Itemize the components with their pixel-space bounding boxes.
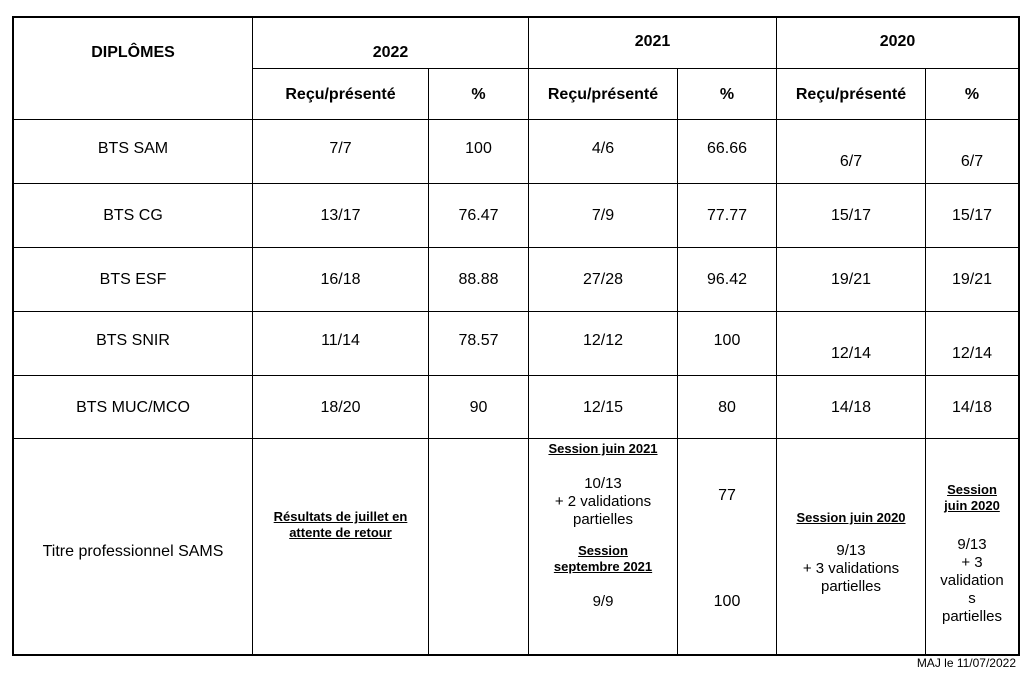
cell-pct-2022: 76.47 — [458, 207, 499, 224]
subheader-recu-2021: Reçu/présenté — [547, 85, 659, 103]
sams-2020-pct-l3: s — [968, 590, 976, 607]
session-sept-2021-a: Session — [578, 543, 628, 558]
cell-pct-2022: 90 — [469, 398, 488, 416]
cell-pct-2020: 15/17 — [951, 207, 993, 224]
subheader-pct-2022: % — [471, 85, 486, 103]
cell-recu-2021: 4/6 — [591, 140, 615, 157]
cell-recu-2020: 12/14 — [830, 345, 872, 362]
sams-2021-recu — [529, 441, 677, 611]
pending-line-2: attente de retour — [289, 525, 392, 540]
cell-recu-2022: 11/14 — [321, 332, 360, 349]
subheader-recu-2020: Reçu/présenté — [795, 85, 907, 103]
cell-recu-2022: 18/20 — [320, 398, 361, 416]
row-name-sams: Titre professionnel SAMS — [42, 543, 224, 560]
session-sept-2021-b: septembre 2021 — [553, 559, 653, 574]
cell-pct-2022: 100 — [465, 140, 492, 157]
cell-pct-2020: 12/14 — [951, 345, 993, 362]
sams-pct-2021-a: 77 — [718, 486, 736, 504]
row-name: BTS SAM — [97, 140, 169, 157]
sams-2020-valc: partielles — [820, 578, 882, 595]
cell-pct-2022: 88.88 — [458, 271, 499, 288]
session-juin-2021: Session juin 2021 — [548, 441, 658, 456]
row-name: BTS ESF — [99, 271, 167, 288]
cell-pct-2020: 6/7 — [960, 153, 984, 170]
sams-2021-val1b: + 2 validations — [554, 493, 652, 510]
sams-2020-pct-l1: + 3 — [961, 554, 983, 571]
pending-line-1: Résultats de juillet en — [273, 509, 408, 524]
cell-recu-2022: 13/17 — [320, 207, 361, 224]
sams-2020-pct-l4: partielles — [941, 608, 1003, 625]
subheader-pct-2020: % — [964, 85, 980, 103]
sams-2020-pct-l2: validation — [940, 572, 1004, 589]
cell-recu-2020: 19/21 — [830, 271, 872, 288]
cell-recu-2022: 7/7 — [329, 140, 352, 157]
cell-recu-2022: 16/18 — [320, 271, 361, 288]
sams-2020-pct — [926, 482, 1018, 626]
cell-pct-2020: 14/18 — [951, 398, 993, 416]
cell-pct-2021: 100 — [713, 332, 741, 349]
cell-pct-2021: 66.66 — [706, 140, 748, 157]
header-year-2021: 2021 — [634, 32, 671, 50]
cell-recu-2021: 12/12 — [582, 332, 624, 349]
update-date: MAJ le 11/07/2022 — [916, 656, 1016, 670]
sams-2021-val1c: partielles — [572, 511, 634, 528]
cell-pct-2021: 77.77 — [706, 207, 748, 224]
cell-pct-2022: 78.57 — [458, 332, 499, 349]
cell-recu-2021: 12/15 — [582, 398, 624, 416]
cell-pct-2021: 80 — [718, 398, 736, 416]
session-2020-a: Session — [947, 482, 997, 497]
cell-recu-2020: 6/7 — [839, 153, 863, 170]
session-juin-2020: Session juin 2020 — [796, 510, 906, 525]
sams-2020-recu — [777, 510, 925, 596]
sams-2021-val2: 9/9 — [592, 593, 614, 610]
row-name: BTS CG — [103, 207, 163, 224]
cell-pct-2020: 19/21 — [951, 271, 993, 288]
row-name: BTS SNIR — [96, 332, 170, 349]
sams-pct-2021-b: 100 — [713, 592, 741, 610]
header-year-2020: 2020 — [879, 32, 916, 50]
subheader-pct-2021: % — [719, 85, 735, 103]
cell-recu-2021: 27/28 — [582, 271, 624, 288]
header-diplomes: DIPLÔMES — [91, 44, 175, 61]
subheader-recu-2022: Reçu/présenté — [285, 85, 396, 103]
sams-2021-val1: 10/13 — [584, 475, 622, 492]
sams-2020-val: 9/13 — [836, 542, 866, 559]
session-2020-b: juin 2020 — [944, 498, 1000, 513]
sams-2020-valb: + 3 validations — [802, 560, 900, 577]
sams-2022-pending — [253, 509, 428, 541]
cell-recu-2020: 14/18 — [830, 398, 872, 416]
header-year-2022: 2022 — [372, 43, 409, 61]
sams-2020-pct-val: 9/13 — [957, 536, 987, 553]
cell-recu-2020: 15/17 — [830, 207, 872, 224]
cell-recu-2021: 7/9 — [591, 207, 615, 224]
row-name: BTS MUC/MCO — [76, 398, 190, 416]
cell-pct-2021: 96.42 — [706, 271, 748, 288]
